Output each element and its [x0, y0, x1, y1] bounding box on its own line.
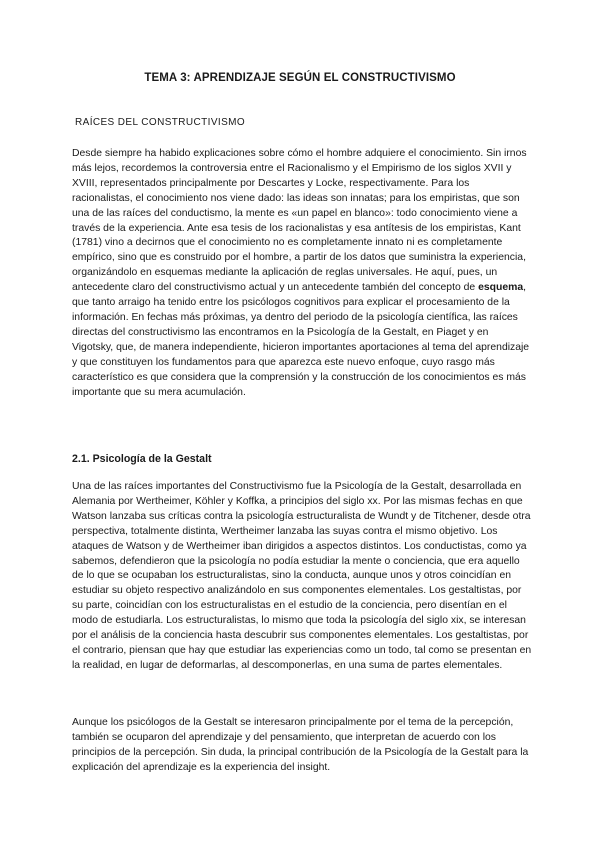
section-heading-gestalt: 2.1. Psicología de la Gestalt: [72, 453, 212, 465]
paragraph-intro-text-b: , que tanto arraigo ha tenido entre los psicólogos cognitivos para explicar el procesamiento de la información. En fechas más próximas, ya dentro del periodo de la psicología científica, las raíces directas del constructivismo las encontramos en la Psicología de la Gestalt, en Piaget y en Vigotsky, que, de manera independiente, hicieron importantes aportaciones al tema del aprendizaje y que constituyen los fundamentos para que aparezca este nuevo enfoque, cuyo rasgo más característico es que considera que la comprensión y la construcción de los conocimientos es más importante que su mera acumulación.: [72, 282, 530, 398]
section-subtitle: RAÍCES DEL CONSTRUCTIVISMO: [75, 117, 246, 128]
bold-term-esquema: esquema: [478, 282, 524, 294]
paragraph-intro: [72, 147, 532, 400]
paragraph-gestalt-learning: Aunque los psicólogos de la Gestalt se interesaron principalmente por el tema de la percepción, también se ocuparon del aprendizaje y del pensamiento, que interpretan de acuerdo con los principios de la percepción. Sin duda, la principal contribución de la Psicología de la Gestalt para la explicación del aprendizaje es la experiencia del insight.: [72, 717, 529, 773]
page-title: TEMA 3: APRENDIZAJE SEGÚN EL CONSTRUCTIVISMO: [144, 72, 456, 84]
paragraph-gestalt-origins: Una de las raíces importantes del Constructivismo fue la Psicología de la Gestalt, desarrollada en Alemania por Wertheimer, Köhler y Koffka, a principios del siglo xx. Por las mismas fechas en que Watson lanzaba sus críticas contra la psicología estructuralista de Wundt y de Titchener, desde otra perspectiva, totalmente distinta, Wertheimer lanzaba las suyas contra el mismo objetivo. Los ataques de Watson y de Wertheimer iban dirigidos a aspectos distintos. Los conductistas, como ya sabemos, defendieron que la psicología no podía estudiar la mente o conciencia, que era aquello de lo que se ocupaban los estructuralistas, sino la conducta, aunque unos y otros coincidían en estudiar su objeto respectivo analizándolo en sus componentes elementales. Los gestaltistas, por su parte, coincidían con los estructuralistas en el estudio de la conciencia, pero disentían en el modo de estudiarla. Los estructuralistas, lo mismo que toda la psicología del siglo xix, se interesan por el análisis de la conciencia hasta descubrir sus componentes elementales. Los gestaltistas, por el contrario, piensan que hay que estudiar las experiencias como un todo, tal como se presentan en la realidad, en lugar de deformarlas, al descomponerlas, en una suma de partes elementales.: [72, 481, 532, 671]
paragraph-intro-text-a: Desde siempre ha habido explicaciones sobre cómo el hombre adquiere el conocimiento. Sin irnos más lejos, recordemos la controversia entre el Racionalismo y el Empirismo de los siglos XVII y XVIII, representados principalmente por Descartes y Locke, respectivamente. Para los racionalistas, el conocimiento nos viene dado: las ideas son innatas; para los empiristas, que son una de las raíces del conductismo, la mente es «un papel en blanco»: todo conocimiento viene a través de la experiencia. Ante esa tesis de los racionalistas y esa antítesis de los empiristas, Kant (1781) vino a decirnos que el conocimiento no es completamente innato ni es completamente empírico, sino que es construido por el hombre, a partir de los datos que suministra la experiencia, organizándolo en esquemas mediante la aplicación de reglas universales. He aquí, pues, un antecedente claro del constructivismo actual y un antecedente también del concepto de: [72, 148, 527, 294]
